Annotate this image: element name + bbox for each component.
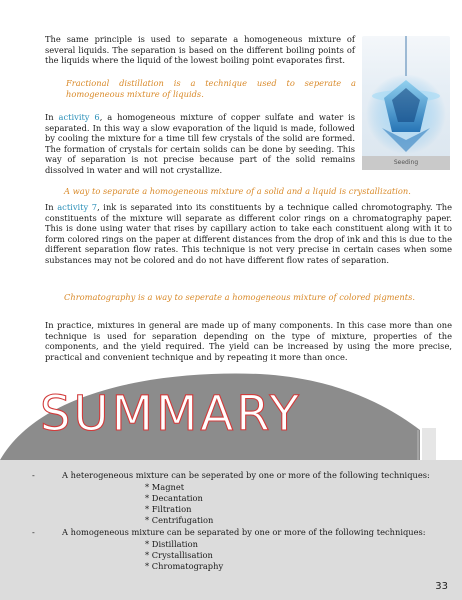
activity-7-link[interactable]: activity 7 (57, 202, 98, 212)
paragraph-practice: In practice, mixtures in general are made up of many components. In this case more than one technique is used for separation depending on the type of mixture, properties of the components, and the yield required. The yield can be increased by using the more precise, practical and convenient technique and by repeating it more than once. (45, 320, 452, 362)
technique-filtration: * Filtration (145, 504, 192, 514)
page-number: 33 (435, 581, 448, 592)
summary-item-heterogeneous: A heterogeneous mixture can be seperated by one or more of the following techniques: (62, 470, 430, 480)
paragraph-crystallization (45, 112, 355, 176)
figure-caption: Seeding (362, 156, 450, 170)
summary-bullet-2: - (32, 527, 35, 537)
p2-rest: , a homogeneous mixture of copper sulfate and water is separated. In this way a slow evaporation of the liquid is made, followed by cooling the mixture for a time till few crystals of the solid are formed. The formation of crystals for certain solids can be done by seeding. This way of separation is not precise because part of the solid remains dissolved in water and will not crystallize. (45, 112, 356, 175)
activity-6-link[interactable]: activity 6 (58, 112, 100, 122)
technique-chromatography: * Chromatography (145, 561, 224, 571)
paragraph-chromatography (45, 202, 452, 266)
p2-prefix: In (45, 112, 59, 122)
highlight-chromatography: Chromatography is a way to seperate a homogeneous mixture of colored pigments. (64, 292, 415, 302)
p3-rest: , ink is separated into its constituents by a technique called chromotography. The constituents of the mixture will separate as different color rings on a chromatography paper. This is done using water that rises by capillary action to take each constituent along with it to form colored rings on the paper at different distances from the drop of ink and this is due to the different separation flow rates. This technique is not very precise in certain cases when some substances may not be colored and do not have different flow rates of separation. (45, 202, 452, 265)
crystal-illustration (362, 36, 450, 166)
technique-distillation: * Distillation (145, 539, 198, 549)
seeding-image (362, 36, 450, 166)
technique-crystallisation: * Crystallisation (145, 550, 213, 560)
summary-bullet-1: - (32, 470, 35, 480)
summary-title: SUMMARY (40, 386, 302, 442)
paragraph-fractional: The same principle is used to separate a homogeneous mixture of several liquids. The separation is based on the different boiling points of the liquids where the liquid of the lowest boiling point evaporates first. (45, 34, 355, 66)
p3-prefix: In (45, 202, 58, 212)
highlight-fractional-distillation: Fractional distillation is a technique used to seperate a homogeneous mixture of liquids. (66, 78, 356, 99)
summary-box (0, 460, 462, 600)
summary-item-homogeneous: A homogeneous mixture can be separated by one or more of the following techniques: (62, 527, 426, 537)
highlight-crystallization: A way to separate a homogeneous mixture of a solid and a liquid is crystallization. (64, 186, 411, 196)
technique-magnet: * Magnet (145, 482, 185, 492)
technique-centrifugation: * Centrifugation (145, 515, 214, 525)
technique-decantation: * Decantation (145, 493, 203, 503)
